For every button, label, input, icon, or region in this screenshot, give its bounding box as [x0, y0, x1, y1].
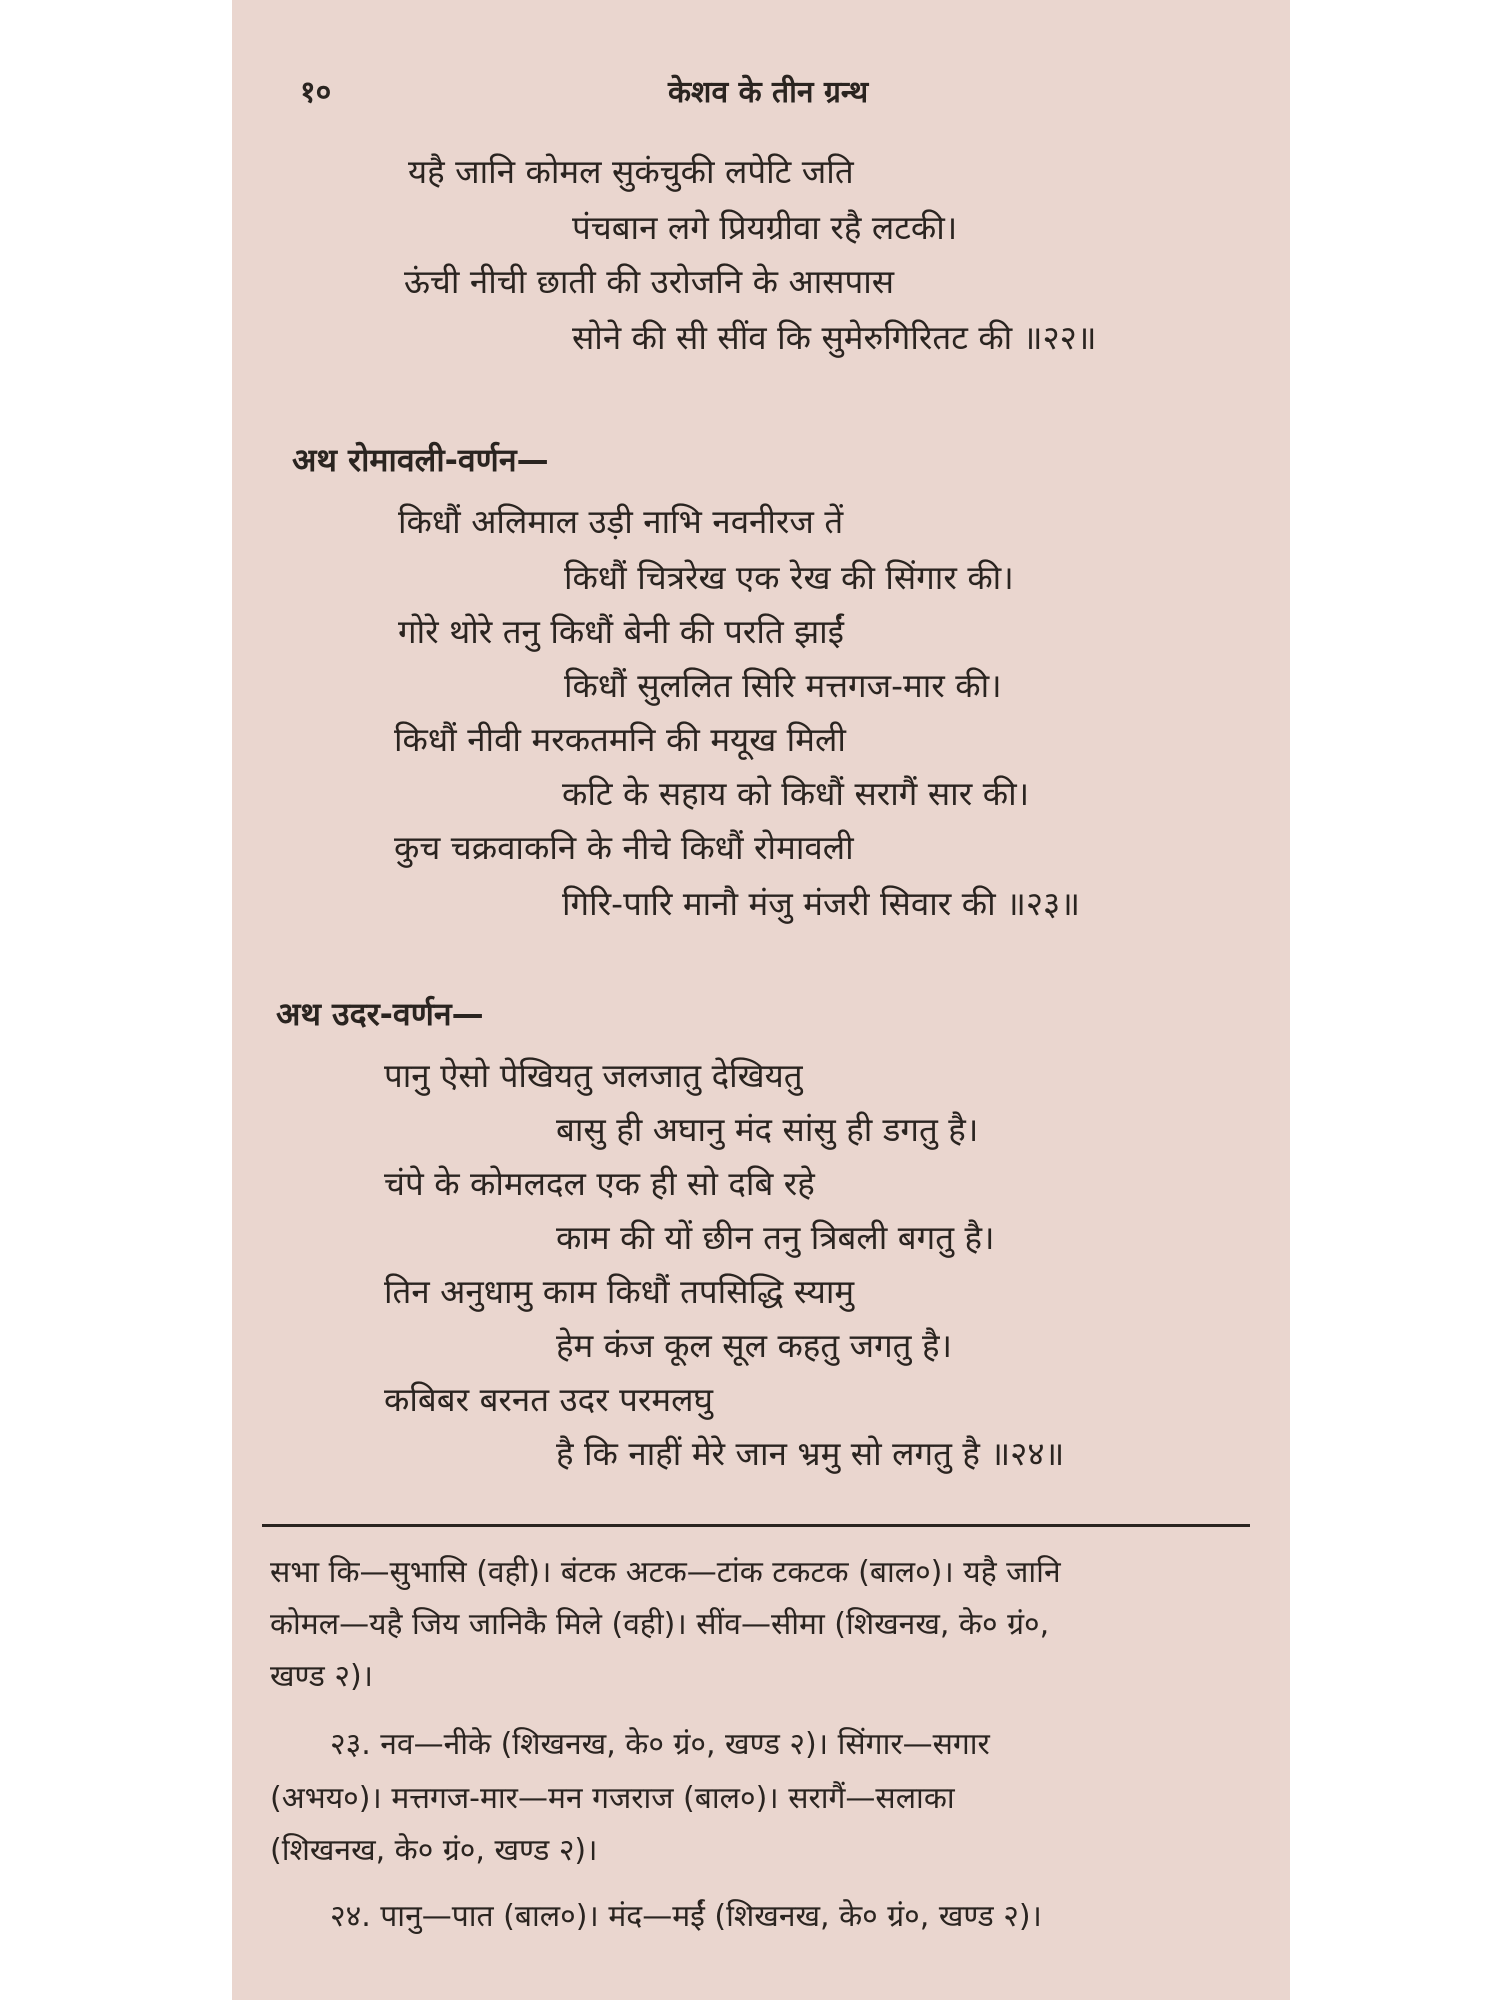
verse-line: किधौं अलिमाल उड़ी नाभि नवनीरज तें: [398, 502, 844, 541]
verse-line: चंपे के कोमलदल एक ही सो दबि रहे: [384, 1164, 815, 1203]
section-heading-romavali: अथ रोमावली-वर्णन—: [292, 441, 549, 479]
footnote-divider: [262, 1524, 1250, 1527]
section-heading-udar: अथ उदर-वर्णन—: [276, 995, 484, 1033]
verse-line: किधौं चित्ररेख एक रेख की सिंगार की।: [564, 558, 1014, 597]
verse-line: किधौं नीवी मरकतमनि की मयूख मिली: [394, 720, 846, 759]
footnote-line: सभा कि—सुभासि (वही)। बंटक अटक—टांक टकटक (बाल०)। यहै जानि: [270, 1555, 1061, 1590]
footnote-line: (अभय०)। मत्तगज-मार—मन गजराज (बाल०)। सरागैं—सलाका: [270, 1781, 955, 1816]
verse-line: पानु ऐसो पेखियतु जलजातु देखियतु: [384, 1056, 803, 1095]
verse-line: सोने की सी सींव कि सुमेरुगिरितट की ॥२२॥: [572, 318, 1097, 357]
verse-line: गोरे थोरे तनु किधौं बेनी की परति झाईं: [398, 612, 844, 651]
verse-line: कुच चक्रवाकनि के नीचे किधौं रोमावली: [394, 828, 854, 867]
footnote-line: खण्ड २)।: [270, 1659, 374, 1694]
footnote-line: २३. नव—नीके (शिखनख, के० ग्रं०, खण्ड २)। सिंगार—सगार: [330, 1727, 990, 1762]
verse-line: हेम कंज कूल सूल कहतु जगतु है।: [556, 1326, 953, 1365]
footnote-line: (शिखनख, के० ग्रं०, खण्ड २)।: [270, 1833, 598, 1868]
verse-line: यहै जानि कोमल सुकंचुकी लपेटि जति: [408, 152, 854, 191]
footnote-line: २४. पानु—पात (बाल०)। मंद—मईं (शिखनख, के० ग्रं०, खण्ड २)।: [330, 1899, 1042, 1934]
verse-line: काम की यों छीन तनु त्रिबली बगतु है।: [556, 1218, 995, 1257]
running-title: केशव के तीन ग्रन्थ: [668, 75, 869, 110]
verse-line: कबिबर बरनत उदर परमलघु: [384, 1380, 713, 1419]
verse-line: गिरि-पारि मानौ मंजु मंजरी सिवार की ॥२३॥: [562, 884, 1080, 923]
verse-line: पंचबान लगे प्रियग्रीवा रहै लटकी।: [572, 208, 958, 247]
verse-line: किधौं सुललित सिरि मत्तगज-मार की।: [564, 666, 1002, 705]
verse-line: तिन अनुधामु काम किधौं तपसिद्धि स्यामु: [384, 1272, 855, 1311]
page-number: १०: [300, 75, 332, 110]
verse-line: बासु ही अघानु मंद सांसु ही डगतु है।: [556, 1110, 979, 1149]
verse-line: कटि के सहाय को किधौं सरागैं सार की।: [562, 774, 1030, 813]
verse-line: ऊंची नीची छाती की उरोजनि के आसपास: [404, 262, 895, 301]
verse-line: है कि नाहीं मेरे जान भ्रमु सो लगतु है ॥२४॥: [556, 1434, 1065, 1473]
footnote-line: कोमल—यहै जिय जानिकै मिले (वही)। सींव—सीमा (शिखनख, के० ग्रं०,: [270, 1607, 1050, 1642]
